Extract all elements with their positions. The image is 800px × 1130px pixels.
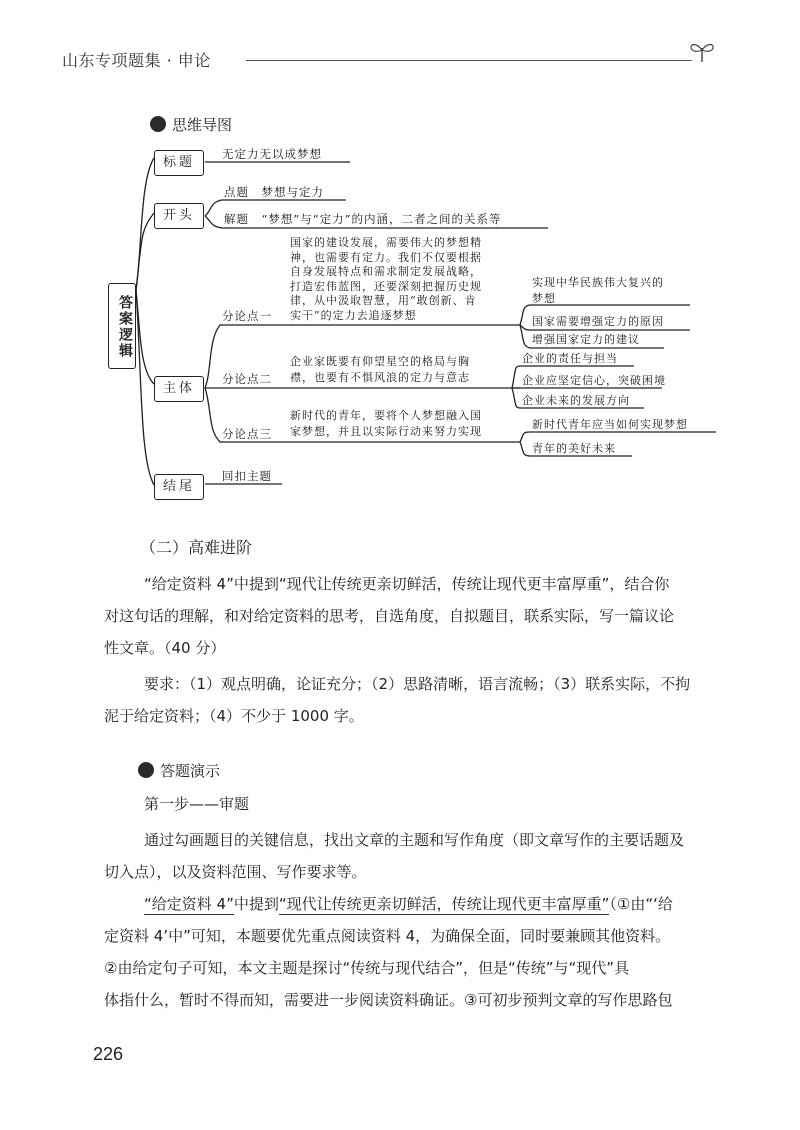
analysis-paragraph: “给定资料 4”中提到“现代让传统更亲切鲜活，传统让现代更丰富厚重”（①由“‘给 定资料 4’中”可知，本题要优先重点阅读资料 4，为确保全面，同时要兼顾其他资料。 ②由给定句子可知，本文主题是探讨“传统与现代结合”，但是“传统”与“现代”具 体指什么，暂时不得而知，需要进一步阅读资料确证。③可初步预判文章的写作思路包 [104, 888, 724, 1016]
step-title: 第一步——审题 [144, 795, 250, 813]
ending-content: 回扣主题 [222, 469, 272, 483]
running-header-title: 山东专项题集 · 申论 [62, 51, 211, 70]
mindmap-heading: 思维导图 [150, 114, 232, 135]
node-body: 主体 [154, 376, 204, 402]
point-label: 分论点三 [222, 427, 272, 441]
mindmap-root-node: 答案逻辑 [108, 283, 136, 369]
question-paragraph: “给定资料 4”中提到“现代让传统更亲切鲜活，传统让现代更丰富厚重”，结合你 对这句话的理解，和对给定资料的思考，自选角度，自拟题目，联系实际，写一篇议论 性文章。（40 分） [104, 575, 675, 657]
point-text: 新时代的青年，要将个人梦想融入国 家梦想，并且以实际行动来努力实现 [290, 409, 482, 438]
node-opening: 开头 [154, 203, 204, 229]
sub-point: 梦想 [532, 292, 556, 305]
point-label: 分论点二 [222, 372, 272, 386]
node-ending: 结尾 [154, 474, 204, 500]
opening-item: 解题 “梦想”与“定力”的内涵，二者之间的关系等 [224, 212, 502, 226]
answer-demo-heading: 答题演示 [138, 760, 220, 781]
sub-point: 新时代青年应当如何实现梦想 [532, 418, 688, 431]
sub-point: 实现中华民族伟大复兴的 [532, 276, 664, 289]
sub-point: 青年的美好未来 [532, 442, 616, 455]
point-text: 国家的建设发展，需要伟大的梦想精 神，也需要有定力。我们不仅要根据 自身发展特点和需求制定发展战略， 打造宏伟蓝图，还要深刻把握历史规 律，从中汲取智慧，用“敢创新、肯 实干”的定力去追逐梦想 [290, 236, 482, 322]
sub-point: 增强国家定力的建议 [532, 333, 640, 346]
opening-item: 点题 梦想与定力 [224, 185, 324, 199]
underlined-source: “给定资料 4” [144, 895, 234, 913]
node-title: 标题 [154, 150, 204, 176]
leaf-badge-icon [138, 762, 154, 778]
page-number: 226 [93, 1044, 124, 1064]
sub-point: 企业应坚定信心，突破困境 [522, 374, 666, 387]
underlined-quote: “现代让传统更亲切鲜活，传统让现代更丰富厚重” [278, 895, 610, 913]
analysis-first-line: “给定资料 4”中提到“现代让传统更亲切鲜活，传统让现代更丰富厚重”（①由“‘给 [144, 895, 673, 913]
point-text: 企业家既要有仰望星空的格局与胸 襟，也要有不惧风浪的定力与意志 [290, 355, 470, 384]
title-content: 无定力无以成梦想 [222, 147, 322, 161]
requirement-paragraph: 要求：（1）观点明确，论证充分；（2）思路清晰，语言流畅；（3）联系实际，不拘 泥于给定资料；（4）不少于 1000 字。 [104, 675, 691, 725]
sub-point: 企业的责任与担当 [522, 352, 618, 365]
advanced-heading: （二）高难进阶 [140, 538, 253, 557]
sub-point: 企业未来的发展方向 [522, 394, 630, 407]
intro-paragraph: 通过勾画题目的关键信息，找出文章的主题和写作角度（即文章写作的主要话题及 切入点），以及资料范围、写作要求等。 [104, 831, 685, 881]
point-label: 分论点一 [222, 309, 272, 323]
sub-point: 国家需要增强定力的原因 [532, 315, 664, 328]
